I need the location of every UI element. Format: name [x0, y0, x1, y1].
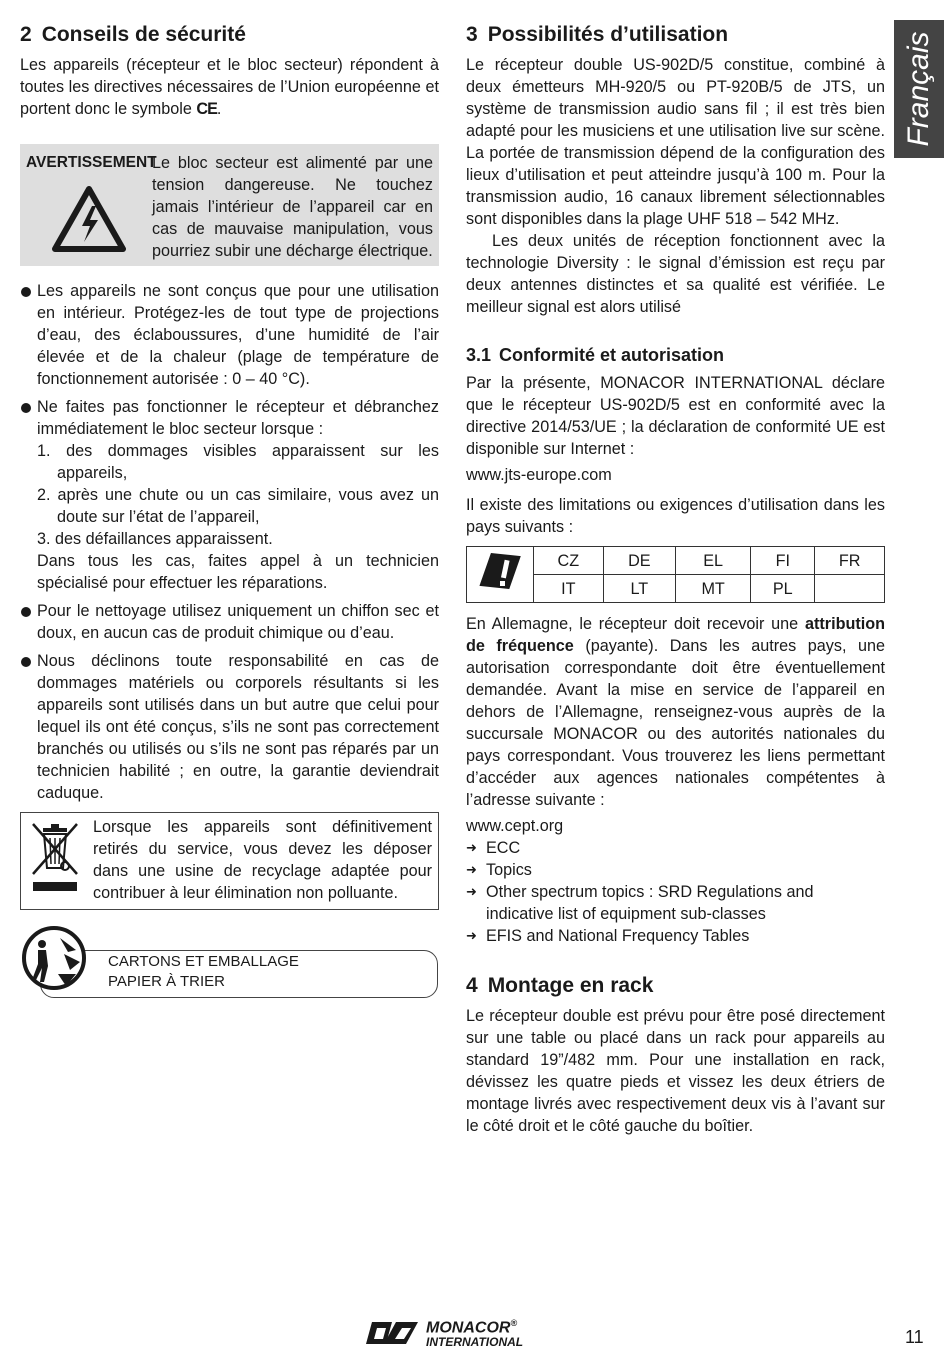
table-cell: DE — [603, 547, 675, 575]
url-text: www.cept.org — [466, 817, 564, 835]
list-item: Les appareils ne sont conçus que pour une utilisation en intérieur. Protégez-les de tout type de projections d’eau, des éclaboussures, d’une humidité de l’air élevée et de la chaleur (plage de température de fonctionnement autorisée : 0 – 40 °C). — [20, 280, 439, 390]
list-item: ➜ EFIS and National Frequency Tables — [466, 925, 885, 947]
packaging-line: PAPIER À TRIER — [108, 973, 225, 990]
url-text: www.jts-europe.com — [466, 466, 612, 484]
section-number: 2 — [20, 23, 32, 46]
paragraph: Par la présente, MONACOR INTERNATIONAL déclare que le récepteur US-902D/5 est en conformité avec la directive 2014/53/UE ; la déclaration de conformité UE est disponible sur Internet : — [466, 374, 885, 458]
language-tab — [894, 20, 944, 158]
list-item: ➜ ECC — [466, 837, 885, 859]
limitations-note: Il existe des limitations ou exigences d’utilisation dans les pays suivants : — [466, 496, 885, 536]
section-3-heading — [466, 20, 885, 50]
country-table — [466, 546, 885, 603]
table-cell: FI — [751, 547, 815, 575]
table-cell: CZ — [534, 547, 604, 575]
paragraph-text: (payante). Dans les autres pays, une autorisation correspondante doit être éventuellement demandée. Avant la mise en service de l’appareil en dehors de l’Allemagne, renseignez-vous auprès de la succursale MONACOR ou des autorités nationales du pays correspondant. Vous trouverez les liens permettant d’accéder aux agences nationales compétentes à l’adresse suivante : — [466, 637, 885, 809]
right-column — [466, 20, 885, 1137]
logo-line: MONACOR — [426, 1319, 511, 1337]
section-3-1-heading — [466, 342, 885, 368]
logo-line: INTERNATIONAL — [426, 1335, 524, 1350]
paragraph-text: En Allemagne, le récepteur doit recevoir une — [466, 615, 799, 633]
packaging-line: CARTONS ET EMBALLAGE — [108, 953, 299, 970]
list-item: ➜ Topics — [466, 859, 885, 881]
alert-sign-icon — [467, 547, 534, 603]
section-2-intro: Les appareils (récepteur et le bloc secteur) répondent à toutes les directives nécessaires de l’Union européenne et portent donc le symbole CE. — [20, 56, 439, 118]
warning-title: AVERTISSEMENT — [26, 154, 157, 171]
numbered-item: 2. après une chute ou un cas similaire, vous avez un doute sur l’état de l’appareil, — [37, 486, 439, 526]
monacor-logo — [366, 1316, 523, 1350]
section-number: 4 — [466, 974, 478, 997]
table-cell: PL — [751, 575, 815, 603]
table-row — [467, 547, 885, 575]
disposal-text: Lorsque les appareils sont définitivement retirés du service, vous devez les déposer dans une usine de recyclage adaptée pour contribuer à leur élimination non polluante. — [93, 818, 432, 902]
crossed-bin-icon — [27, 816, 93, 904]
list-item: Nous déclinons toute responsabilité en cas de dommages matériels ou corporels résultants si les appareils sont utilisés dans un but autre que celui pour lequel ils ont été conçus, s’ils ne sont pas correctement branchés ou utilisés ou s’ils ne sont pas réparés par un technicien habilité ; en outre, la garantie deviendrait caduque. — [20, 650, 439, 804]
page-number: 11 — [905, 1327, 924, 1347]
section-title: Montage en rack — [487, 974, 654, 997]
paragraph: Le récepteur double US-902D/5 constitue, combiné à deux émetteurs MH-920/5 ou PT-920B/5 de JTS, un système de transmission audio sans fil ; il est très bien adapté pour les musiciens et une utilisation live sur scène. La portée de transmission dépend de la configuration des lieux d’utilisation et peut atteindre jusqu’à 100 m. Pour la transmission audio, 16 canaux librement sélectionnables sont disponibles dans la plage UHF 518 – 542 MHz. — [466, 56, 885, 228]
registered-mark: ® — [510, 1318, 518, 1328]
table-cell — [815, 575, 885, 603]
link-list — [466, 837, 885, 947]
numbered-item: 1. des dommages visibles apparaissent sur les appareils, — [37, 442, 439, 482]
table-cell: LT — [603, 575, 675, 603]
table-cell: MT — [676, 575, 751, 603]
table-cell: FR — [815, 547, 885, 575]
list-item-intro: Ne faites pas fonctionner le récepteur et débranchez immédiatement le bloc secteur lorsque : — [37, 398, 439, 438]
packaging-text — [108, 952, 299, 992]
section-title: Conseils de sécurité — [41, 23, 246, 46]
list-item: Pour le nettoyage utilisez uniquement un chiffon sec et doux, en aucun cas de produit chimique ou d’eau. — [20, 600, 439, 644]
ce-mark-icon: CE — [196, 100, 217, 118]
disposal-box — [20, 812, 439, 910]
list-item-outro: Dans tous les cas, faites appel à un technicien spécialisé pour effectuer les réparations. — [37, 552, 439, 592]
section-2-heading — [20, 20, 439, 50]
monacor-logo-icon — [366, 1320, 422, 1346]
triman-recycling-icon — [20, 924, 94, 1000]
paragraph: Les deux unités de réception fonctionnent avec la technologie Diversity : le signal d’émission est reçu par deux antennes distinctes et sa qualité est vérifiée. Le meilleur signal est alors utilisé — [466, 232, 885, 316]
paragraph: Le récepteur double est prévu pour être posé directement sur une table ou placé dans un rack pour appareils au standard 19”/482 mm. Pour une installation en rack, dévissez les quatre pieds et vissez les deux étriers de montage livrés avec respectivement deux vis à l’avant sur le côté droit et le côté gauche du boîtier. — [466, 1007, 885, 1135]
left-column — [20, 20, 439, 1000]
table-cell: EL — [676, 547, 751, 575]
table-cell: IT — [534, 575, 604, 603]
list-item: ➜ Other spectrum topics : SRD Regulations and indicative list of equipment sub-classes — [466, 881, 885, 925]
numbered-item: 3. des défaillances apparaissent. — [37, 530, 273, 548]
intro-text: Les appareils (récepteur et le bloc secteur) répondent à toutes les directives nécessaires de l’Union européenne et portent donc le symbole — [20, 56, 439, 118]
warning-box — [20, 144, 439, 266]
high-voltage-warning-icon — [52, 186, 152, 258]
paragraph — [466, 613, 885, 811]
section-number: 3 — [466, 23, 478, 46]
section-title: Possibilités d’utilisation — [487, 23, 729, 46]
language-label: Français — [902, 31, 935, 147]
list-item — [20, 396, 439, 594]
section-title: Conformité et autorisation — [499, 345, 725, 365]
bold-term: attribution de fréquence — [466, 615, 886, 655]
packaging-note — [20, 924, 439, 1000]
safety-list — [20, 280, 439, 804]
section-number: 3.1 — [466, 345, 492, 365]
numbered-list — [37, 440, 439, 550]
section-4-heading — [466, 971, 885, 1001]
warning-text: Le bloc secteur est alimenté par une tension dangereuse. Ne touchez jamais l’intérieur de l’appareil car en cas de mauvaise manipulation, vous pourriez subir une décharge électrique. — [152, 154, 433, 260]
